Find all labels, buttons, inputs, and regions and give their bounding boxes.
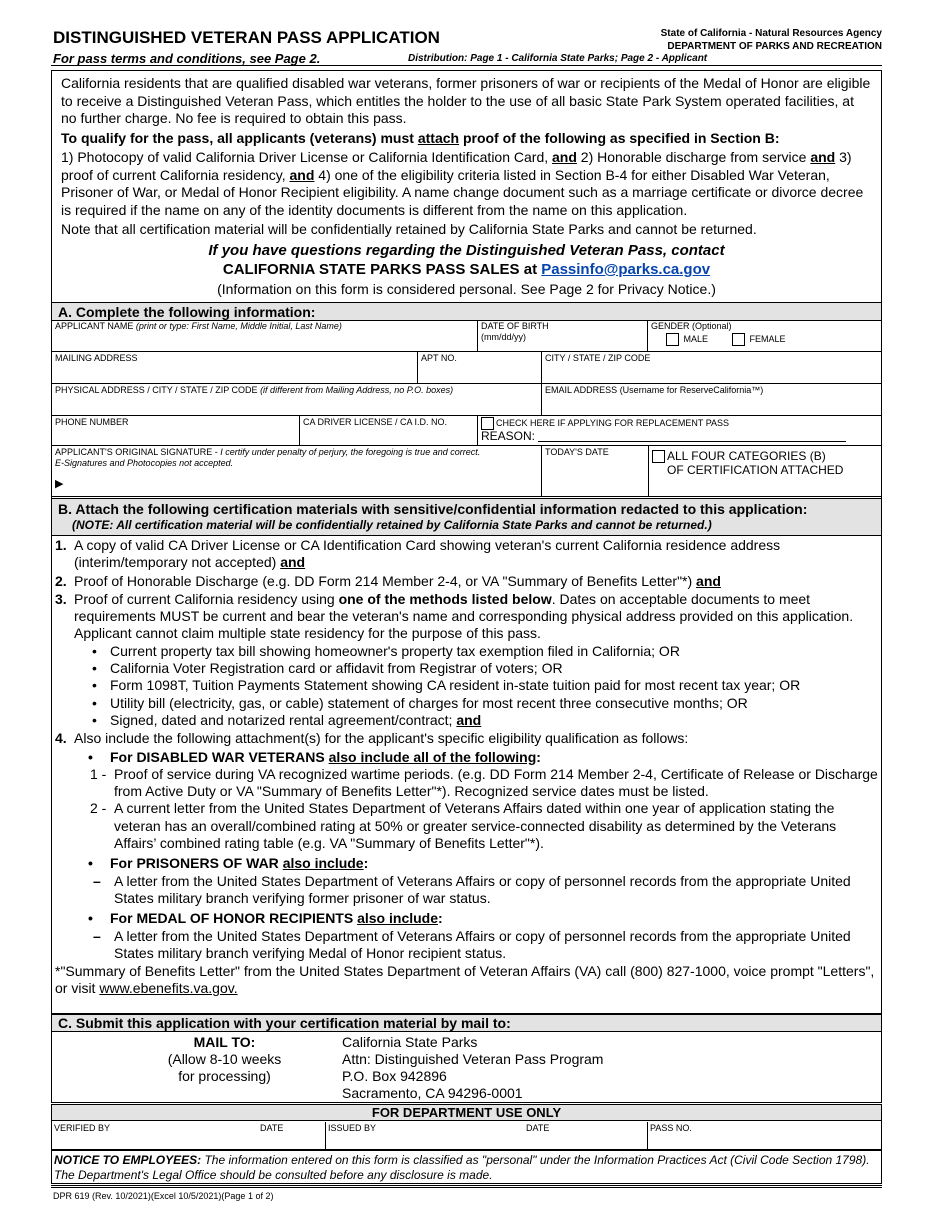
section-b-note: (NOTE: All certification material will be confidentially retained by California State Parks and cannot be returned.) <box>72 518 712 532</box>
form-subtitle: For pass terms and conditions, see Page 2. <box>53 51 321 66</box>
agency-line-1: State of California - Natural Resources Agency <box>660 28 882 39</box>
reason-label: REASON: <box>481 429 536 443</box>
email-address-field[interactable]: EMAIL ADDRESS (Username for ReserveCalifornia™) <box>542 384 881 416</box>
apt-no-field[interactable]: APT NO. <box>418 352 542 384</box>
disabled-veterans-heading: • For DISABLED WAR VETERANS also include all of the following: <box>88 748 541 765</box>
mail-block <box>51 1031 882 1103</box>
signature-hint-2: E-Signatures and Photocopies not accepted. <box>55 458 234 468</box>
section-a-header: A. Complete the following information: <box>51 302 882 321</box>
email-link[interactable]: Passinfo@parks.ca.gov <box>541 261 711 278</box>
req-3: 3) proof of current California residency, <box>61 149 852 183</box>
moh-heading-a: For MEDAL OF HONOR RECIPIENTS <box>110 910 358 927</box>
signature-label: APPLICANT'S ORIGINAL SIGNATURE - <box>55 447 221 457</box>
address-line-1: California State Parks <box>342 1034 478 1050</box>
department-use-block <box>51 1104 882 1150</box>
section-b-header <box>51 498 882 536</box>
address-line-4: Sacramento, CA 94296-0001 <box>342 1085 523 1101</box>
distribution-note: Distribution: Page 1 - California State Parks; Page 2 - Applicant <box>408 53 708 64</box>
physical-address-field[interactable] <box>52 384 542 416</box>
intro-box <box>51 70 882 303</box>
confidential-note: Note that all certification material will be confidentially retained by California State Parks and cannot be returned. <box>61 221 757 237</box>
pow-heading-u: also include <box>282 855 364 872</box>
contact-pass-sales: CALIFORNIA STATE PARKS PASS SALES at <box>222 261 542 278</box>
mailing-address-block <box>342 1034 603 1102</box>
sign-here-arrow: ▶ <box>55 478 64 490</box>
benefits-footnote <box>55 963 881 998</box>
female-checkbox[interactable] <box>732 333 745 346</box>
signature-hint: I certify under penalty of perjury, the foregoing is true and correct. <box>220 447 481 457</box>
and-1: and <box>552 149 577 165</box>
issued-by-field[interactable] <box>326 1122 648 1150</box>
item-1-and: and <box>280 554 306 571</box>
allow-weeks: (Allow 8-10 weeks <box>167 1051 282 1067</box>
bullet-5-and: and <box>456 711 482 728</box>
pow-heading: • For PRISONERS OF WAR also include: <box>88 855 369 872</box>
req-2: 2) Honorable discharge from service <box>576 149 811 165</box>
pow-1-text: A letter from the United States Department of Veterans Affairs or copy of personnel records from the appropriate United States military branch verifying former prisoner of war status. <box>114 872 851 906</box>
city-state-zip-field[interactable]: CITY / STATE / ZIP CODE <box>542 352 881 384</box>
dwv-heading-u: also include all of the following <box>328 748 537 765</box>
requirements-paragraph <box>61 149 872 219</box>
form-footer: DPR 619 (Rev. 10/2021)(Excel 10/5/2021)(Page 1 of 2) <box>53 1191 274 1201</box>
intro-paragraph: California residents that are qualified disabled war veterans, former prisoners of war or recipients of the Medal of Honor are eligible to receive a Distinguished Veteran Pass, which entitles the holder to the use of all basic State Park System operated facilities, at no further charge. No fee is required to obtain this pass. <box>61 75 871 126</box>
mail-to-block <box>167 1034 282 1085</box>
section-b-list <box>51 536 882 1014</box>
item-2-text: Proof of Honorable Discharge (e.g. DD Form 214 Member 2-4, or VA "Summary of Benefits Letter"*) <box>74 572 697 589</box>
residency-bullet: • Utility bill (electricity, gas, or cable) statement of charges for most recent three consecutive months; OR <box>92 694 748 711</box>
dwv-requirement-1: 1 - Proof of service during VA recognized wartime periods. (e.g. DD Form 214 Member 2-4, Certificate of Release or Discharge from Active Duty or VA "Summary of Benefits Letter"*). Recognized service dates must be listed. <box>55 766 881 801</box>
all-four-categories-field <box>649 446 881 497</box>
residency-bullet-2: California Voter Registration card or affidavit from Registrar of voters; OR <box>110 660 563 677</box>
list-item: 3. Proof of current California residency using one of the methods listed below. Dates on acceptable documents to meet requirements MUST be current and bear the veteran's name and corresponding physical address provided on this application. Applicant cannot claim multiple state residency for the purpose of this pass. <box>55 590 854 642</box>
item-1-text: A copy of valid CA Driver License or CA Identification Card showing veteran's current California residence address (interim/temporary not accepted) <box>74 537 781 571</box>
dept-use-title: FOR DEPARTMENT USE ONLY <box>52 1105 881 1121</box>
applicant-name-label: APPLICANT NAME <box>55 321 136 331</box>
dwv-1-text: Proof of service during VA recognized wartime periods. (e.g. DD Form 214 Member 2-4, Certificate of Release or Discharge from Active Duty or VA "Summary of Benefits Letter"*). Recognized service dates must be listed. <box>114 765 878 800</box>
moh-requirement: – A letter from the United States Department of Veterans Affairs or copy of personnel records from the appropriate United States military branch verifying Medal of Honor recipient status. <box>55 928 881 963</box>
section-b-title: B. Attach the following certification materials with sensitive/confidential information redacted to this application: <box>58 501 808 517</box>
moh-1-text: A letter from the United States Department of Veterans Affairs or copy of personnel records from the appropriate United States military branch verifying Medal of Honor recipient status. <box>114 927 851 961</box>
ebenefits-link[interactable]: www.ebenefits.va.gov. <box>99 980 238 997</box>
header-rule <box>51 65 882 66</box>
all-four-label-2: OF CERTIFICATION ATTACHED <box>667 463 844 477</box>
req-1: 1) Photocopy of valid California Driver License or California Identification Card, <box>61 149 553 165</box>
item-3-text-a: Proof of current California residency using <box>74 590 339 607</box>
physical-address-label: PHYSICAL ADDRESS / CITY / STATE / ZIP CODE <box>55 385 261 395</box>
qualify-text-a: To qualify for the pass, all applicants (veterans) must <box>61 129 418 146</box>
address-line-3: P.O. Box 942896 <box>342 1068 447 1084</box>
contact-line-1: If you have questions regarding the Distinguished Veteran Pass, contact <box>208 241 725 259</box>
notice-text: The information entered on this form is classified as "personal" under the Information Practices Act (Civil Code Section 1798). The Department's Legal Office should be consulted before any disclosure is made. <box>54 1153 870 1182</box>
list-item: 2. Proof of Honorable Discharge (e.g. DD Form 214 Member 2-4, or VA "Summary of Benefits Letter"*) and <box>55 572 721 589</box>
physical-address-hint: (if different from Mailing Address, no P.O. boxes) <box>260 385 454 395</box>
male-checkbox[interactable] <box>666 333 679 346</box>
footnote-text: *"Summary of Benefits Letter" from the United States Department of Veteran Affairs (VA) call (800) 827-1000, voice prompt "Letters", or visit <box>55 963 875 997</box>
employee-notice <box>51 1150 882 1184</box>
notice-label: NOTICE TO EMPLOYEES: <box>54 1153 202 1167</box>
verified-date-label: DATE <box>260 1123 284 1133</box>
issued-date-label: DATE <box>526 1123 550 1133</box>
list-item: 4. Also include the following attachment(s) for the applicant's specific eligibility qualification as follows: <box>55 730 689 747</box>
replacement-pass-field <box>478 416 881 446</box>
applicant-name-field[interactable] <box>52 320 478 352</box>
residency-bullet: • Form 1098T, Tuition Payments Statement showing CA resident in-state tuition paid for most recent tax year; OR <box>92 677 801 694</box>
qualify-heading <box>61 130 872 148</box>
residency-bullet-3: Form 1098T, Tuition Payments Statement showing CA resident in-state tuition paid for most recent tax year; OR <box>110 677 801 694</box>
req-4: 4) one of the eligibility criteria listed in Section B-4 for either Disabled War Veteran, Prisoner of War, or Medal of Honor Recipient eligibility. A name change document such as a marriage certificate or divorce decree is required if the name on any of the identity documents is different from the name on this application. <box>61 166 864 218</box>
mailing-address-field[interactable]: MAILING ADDRESS <box>52 352 418 384</box>
license-number-field[interactable]: CA DRIVER LICENSE / CA I.D. NO. <box>300 416 478 446</box>
bottom-double-rule <box>51 1185 882 1188</box>
qualify-text-b: proof of the following as specified in Section B: <box>459 129 780 146</box>
dwv-2-text: A current letter from the United States Department of Veterans Affairs dated within one year of application stating the veteran has an overall/combined rating at 50% or greater service-connected disability as determined by the Veterans Affairs’ combined rating table (e.g. VA "Summary of Benefits Letter"*). <box>114 800 837 852</box>
phone-number-field[interactable]: PHONE NUMBER <box>52 416 300 446</box>
agency-block <box>661 27 882 53</box>
verified-by-field[interactable] <box>52 1122 326 1150</box>
privacy-line: (Information on this form is considered personal. See Page 2 for Privacy Notice.) <box>217 280 716 297</box>
mail-to-label: MAIL TO: <box>193 1034 256 1050</box>
and-3: and <box>289 166 315 183</box>
female-label: FEMALE <box>749 333 786 344</box>
gender-field <box>648 320 881 352</box>
and-2: and <box>810 149 836 165</box>
all-four-label: ALL FOUR CATEGORIES (B) <box>667 449 826 463</box>
pass-number-field[interactable]: PASS NO. <box>650 1123 692 1133</box>
residency-bullet-5: Signed, dated and notarized rental agreement/contract; <box>110 711 457 728</box>
replacement-label: CHECK HERE IF APPLYING FOR REPLACEMENT PASS <box>496 417 730 428</box>
verified-by-label: VERIFIED BY <box>54 1123 111 1133</box>
section-c-header: C. Submit this application with your certification material by mail to: <box>51 1014 882 1032</box>
agency-line-2: DEPARTMENT OF PARKS AND RECREATION <box>667 41 882 52</box>
residency-bullet: • California Voter Registration card or affidavit from Registrar of voters; OR <box>92 660 563 677</box>
for-processing: for processing) <box>178 1068 271 1084</box>
section-a-grid <box>51 320 882 498</box>
gender-label: GENDER (Optional) <box>651 321 732 331</box>
dob-field[interactable] <box>478 320 648 352</box>
residency-bullet-4: Utility bill (electricity, gas, or cable) statement of charges for most recent three consecutive months; OR <box>110 694 748 711</box>
list-item: 1. A copy of valid CA Driver License or CA Identification Card showing veteran's current California residence address (interim/temporary not accepted) and <box>55 537 781 571</box>
pow-heading-a: For PRISONERS OF WAR <box>110 855 283 872</box>
all-four-checkbox[interactable] <box>652 450 665 463</box>
signature-field[interactable] <box>52 446 542 497</box>
residency-bullet-1: Current property tax bill showing homeowner's property tax exemption filed in California; OR <box>110 642 680 659</box>
contact-line-2 <box>61 261 872 279</box>
dwv-heading-a: For DISABLED WAR VETERANS <box>110 748 329 765</box>
address-line-2: Attn: Distinguished Veteran Pass Program <box>342 1051 604 1067</box>
applicant-name-hint: (print or type: First Name, Middle Initial, Last Name) <box>135 321 342 331</box>
moh-heading-u: also include <box>357 910 439 927</box>
dob-label: DATE OF BIRTH <box>481 321 549 331</box>
qualify-attach: attach <box>417 129 460 146</box>
pow-requirement: – A letter from the United States Department of Veterans Affairs or copy of personnel records from the appropriate United States military branch verifying former prisoner of war status. <box>55 873 881 908</box>
reason-input[interactable] <box>538 441 846 442</box>
item-4-text: Also include the following attachment(s) for the applicant's specific eligibility qualification as follows: <box>74 730 689 747</box>
dwv-requirement-2: 2 - A current letter from the United States Department of Veterans Affairs dated within one year of application stating the veteran has an overall/combined rating at 50% or greater service-connected disability as determined by the Veterans Affairs’ combined rating table (e.g. VA "Summary of Benefits Letter"*). <box>55 800 881 852</box>
item-2-and: and <box>696 572 721 589</box>
residency-bullet: • Current property tax bill showing homeowner's property tax exemption filed in California; OR <box>92 642 680 659</box>
dob-format: (mm/dd/yy) <box>481 332 526 342</box>
item-3-text-b: one of the methods listed below <box>338 590 552 607</box>
item-3-text-c: . Dates on acceptable documents to meet requirements MUST be current and bear the veteran's name and corresponding physical address provided on this application. Applicant cannot claim multiple state residency for the purpose of this pass. <box>74 590 854 642</box>
todays-date-field[interactable]: TODAY'S DATE <box>542 446 649 497</box>
male-label: MALE <box>683 333 709 344</box>
residency-bullet: • Signed, dated and notarized rental agreement/contract; and <box>92 711 482 728</box>
moh-heading: • For MEDAL OF HONOR RECIPIENTS also include: <box>88 910 443 927</box>
form-title: DISTINGUISHED VETERAN PASS APPLICATION <box>53 28 440 47</box>
issued-by-label: ISSUED BY <box>328 1123 377 1133</box>
